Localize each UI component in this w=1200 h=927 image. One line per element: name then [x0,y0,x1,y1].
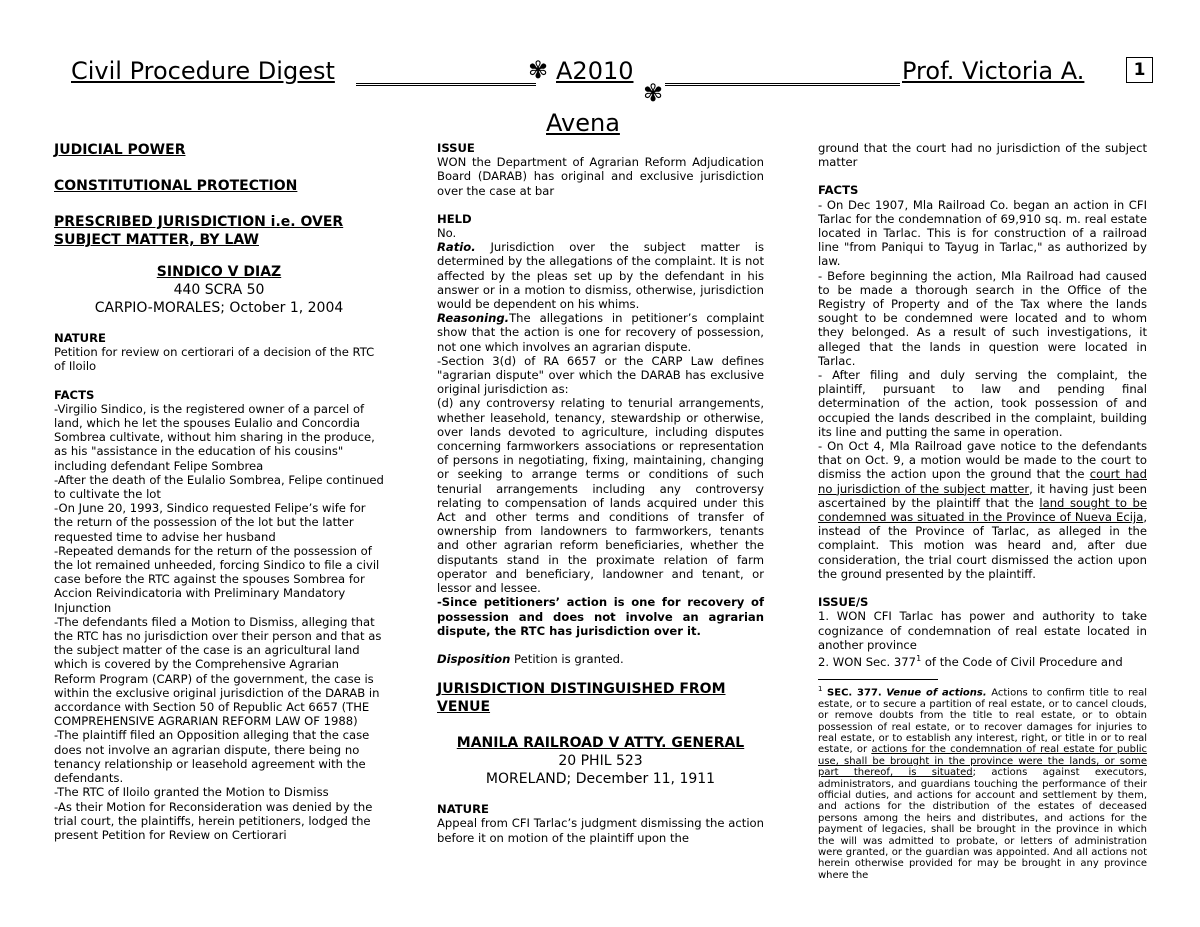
fact-item: - On Oct 4, Mla Railroad gave notice to the defendants that on Oct. 9, a motion would be made to the court to dismiss the action upon the ground that the court had no jurisdiction of the subject matter, it having just been ascertained by the plaintiff that the land sought to be condemned was situated in the Province of Nueva Ecija, instead of the Province of Tarlac, as alleged in the complaint. This motion was heard and, after due consideration, the trial court dismissed the action upon the ground presented by the plaintiff. [818,439,1147,581]
underlined-phrase: land sought to be condemned was situated in the Province of Nueva Ecija [818,495,1147,525]
fact-item: -The plaintiff filed an Opposition alleging that the case does not involve an agrarian dispute, there being no tenancy relationship or leasehold agreement with the defendants. [54,728,370,786]
issues-label: ISSUE/S [818,595,869,610]
held-text: No. [437,226,457,241]
nature-text: Appeal from CFI Tarlac’s judgment dismissing the action before it on motion of the plaintiff upon the [437,816,764,845]
fact-item: -As their Motion for Reconsideration was denied by the trial court, the plaintiffs, herein petitioners, lodged the present Petition for Review on Certiorari [54,799,373,842]
fact-item: -Repeated demands for the return of the possession of the lot remained unheeded, forcing Sindico to file a civil case before the RTC against the spouses Sombrea for Accion Reivindicatoria with Preliminary Mandatory Injunction [54,543,380,615]
header-professor-surname: Avena [546,109,620,137]
case-title: SINDICO V DIAZ [156,264,282,280]
section-heading: JUDICIAL POWER [54,142,186,158]
section-text: -Section 3(d) of RA 6657 or the CARP Law defines "agrarian dispute" over which the DARAB has exclusive original jurisdiction as: [437,353,764,397]
footnote-title: Venue of actions. [886,687,987,699]
conclusion-text: -Since petitioners’ action is one for recovery of possession and does not involve an agrarian dispute, the RTC has jurisdiction over it. [437,595,764,638]
underlined-phrase: court had no jurisdiction of the subject matter [818,467,1147,496]
nature-label: NATURE [437,802,489,817]
header-block-title: A2010 [556,57,634,85]
column-1 [54,141,384,842]
ratio-paragraph [437,240,764,311]
page-header [0,54,1200,144]
fact-item: -The RTC of Iloilo granted the Motion to Dismiss [54,785,329,800]
held-label: HELD [437,211,472,226]
nature-text: Petition for review on certiorari of a decision of the RTC of Iloilo [54,345,375,374]
header-rule [356,83,536,86]
section-heading: JURISDICTION DISTINGUISHED FROM VENUE [437,681,726,716]
quoted-provision: (d) any controversy relating to tenurial arrangements, whether leasehold, tenancy, stewardship or otherwise, over lands devoted to agriculture, including disputes concerning farmworkers associations or representation of persons in negotiating, fixing, maintaining, changing or seeking to arrange terms or conditions of such tenurial arrangements including any controversy relating to compensation of lands acquired under this Act and other terms and conditions of transfer of ownership from landowners to farmworkers, tenants and other agrarian reform beneficiaries, whether the disputants stand in the proximate relation of farm operator and beneficiary, landowner and tenant, or lessor and lessee. [437,396,764,596]
footnote-separator [818,679,938,680]
underlined-phrase: actions for the condemnation of real estate for public use, shall be brought in the province were the lands, or some part thereof, is situated [818,744,1148,779]
nature-text-continued: ground that the court had no jurisdiction of the subject matter [818,141,1147,170]
nature-label: NATURE [54,331,106,345]
section-heading: PRESCRIBED JURISDICTION i.e. OVER SUBJECT MATTER, BY LAW [54,214,344,248]
case-title: MANILA RAILROAD V ATTY. GENERAL [456,735,745,752]
fact-item: - Before beginning the action, Mla Railroad had caused to be made a thorough search in the Office of the Registry of Property and of the Tax where the lands sought to be condemned were located and to whom they belonged. As a result of such investigations, it alleged that the lands in question were located in Tarlac. [818,268,1147,368]
column-2 [437,141,764,845]
footnote: $^1$ SEC. 377. Venue of actions. Actions to confirm title to real estate, or to secure a partition of real estate, or to cancel clouds, or remove doubts from the title to real estate, or to obtain possession of real estate, or to recover damages for injuries to real estate, or to establish any interest, right, or title in or to real estate, or actions for the condemnation of real estate for public use, shall be brought in the province were the lands, or some part thereof, is situated; actions against executors, administrators, and guardians touching the performance of their official duties, and actions for account and settlement by them, and actions for the distribution of the estates of deceased persons among the heirs and distributes, and actions for the payment of legacies, shall be brought in the province in which the will was admitted to probate, or letters of administration were granted, or the guardian was appointed. And all actions not herein otherwise provided for may be brought in any province where the [818,684,1148,881]
flower-icon: ✾ [643,79,664,107]
header-rule [665,83,900,86]
reasoning-label: Reasoning. [437,311,510,326]
ratio-text: Jurisdiction over the subject matter is determined by the allegations of the complaint. It is not affected by the pleas set up by the defendant in his answer or in a motion to dismiss, otherwise, jurisdiction would be dependent on his whims. [437,240,764,312]
reasoning-text: The allegations in petitioner’s complaint show that the action is one for recovery of possession, not one which involves an agrarian dispute. [437,311,764,354]
column-3 [818,141,1147,881]
case-heading [437,734,764,788]
section-heading: CONSTITUTIONAL PROTECTION [54,178,298,194]
fact-item: -The defendants filed a Motion to Dismiss, alleging that the RTC has no jurisdiction over their person and that as the subject matter of the case is an agricultural land which is covered by the Comprehensive Agrarian Reform Program (CARP) of the government, the case is within the exclusive original jurisdiction of the DARAB in accordance with Section 50 of Republic Act 6657 (THE COMPREHENSIVE AGRARIAN REFORM LAW OF 1988) [54,614,382,729]
fact-item: - After filing and duly serving the complaint, the plaintiff, pursuant to law and pending final determination of the action, took possession of and occupied the lands described in the complaint, building its line and putting the same in operation. [818,368,1147,439]
header-professor: Prof. Victoria A. [902,57,1085,85]
footnote-number: 1 [818,684,823,693]
issue-label: ISSUE [437,141,475,155]
case-citation: 20 PHIL 523 [558,753,643,770]
disposition-label: Disposition [437,651,511,666]
case-ponente-date: CARPIO-MORALES; October 1, 2004 [94,300,344,316]
fact-item: -After the death of the Eulalio Sombrea, Felipe continued to cultivate the lot [54,472,384,502]
issue-item: 2. WON Sec. $377^1$ of the Code of Civil Procedure and [818,653,1123,669]
case-heading [54,263,384,317]
issue-item: 1. WON CFI Tarlac has power and authority to take cognizance of condemnation of real estate located in another province [818,609,1147,652]
case-ponente-date: MORELAND; December 11, 1911 [485,771,716,788]
flower-icon: ✾ [528,56,549,84]
fact-item: -Virgilio Sindico, is the registered owner of a parcel of land, which he let the spouses Eulalio and Concordia Sombrea cultivate, without him sharing in the produce, as his "assistance in the education of his cousins" including defendant Felipe Sombrea [54,401,375,473]
disposition-paragraph [437,652,764,666]
disposition-text: Petition is granted. [510,651,624,666]
page-number: 1 [1126,57,1153,83]
ratio-label: Ratio. [437,240,476,255]
fact-item: -On June 20, 1993, Sindico requested Felipe’s wife for the return of the possession of the lot but the latter requested time to advise her husband [54,501,366,544]
footnote-section: SEC. 377. [827,687,882,699]
reasoning-paragraph [437,311,764,354]
facts-label: FACTS [54,387,95,402]
footnote-reference: 1 [916,653,922,663]
fact-item: - On Dec 1907, Mla Railroad Co. began an action in CFI Tarlac for the condemnation of 69,910 sq. m. real estate located in Tarlac. This is for construction of a railroad line "from Paniqui to Tayug in Tarlac," as authorized by law. [818,197,1147,269]
facts-label: FACTS [818,183,859,198]
case-citation: 440 SCRA 50 [173,282,265,298]
header-course-title: Civil Procedure Digest [71,57,335,85]
issue-text: WON the Department of Agrarian Reform Adjudication Board (DARAB) has original and exclusive jurisdiction over the case at bar [437,155,764,198]
